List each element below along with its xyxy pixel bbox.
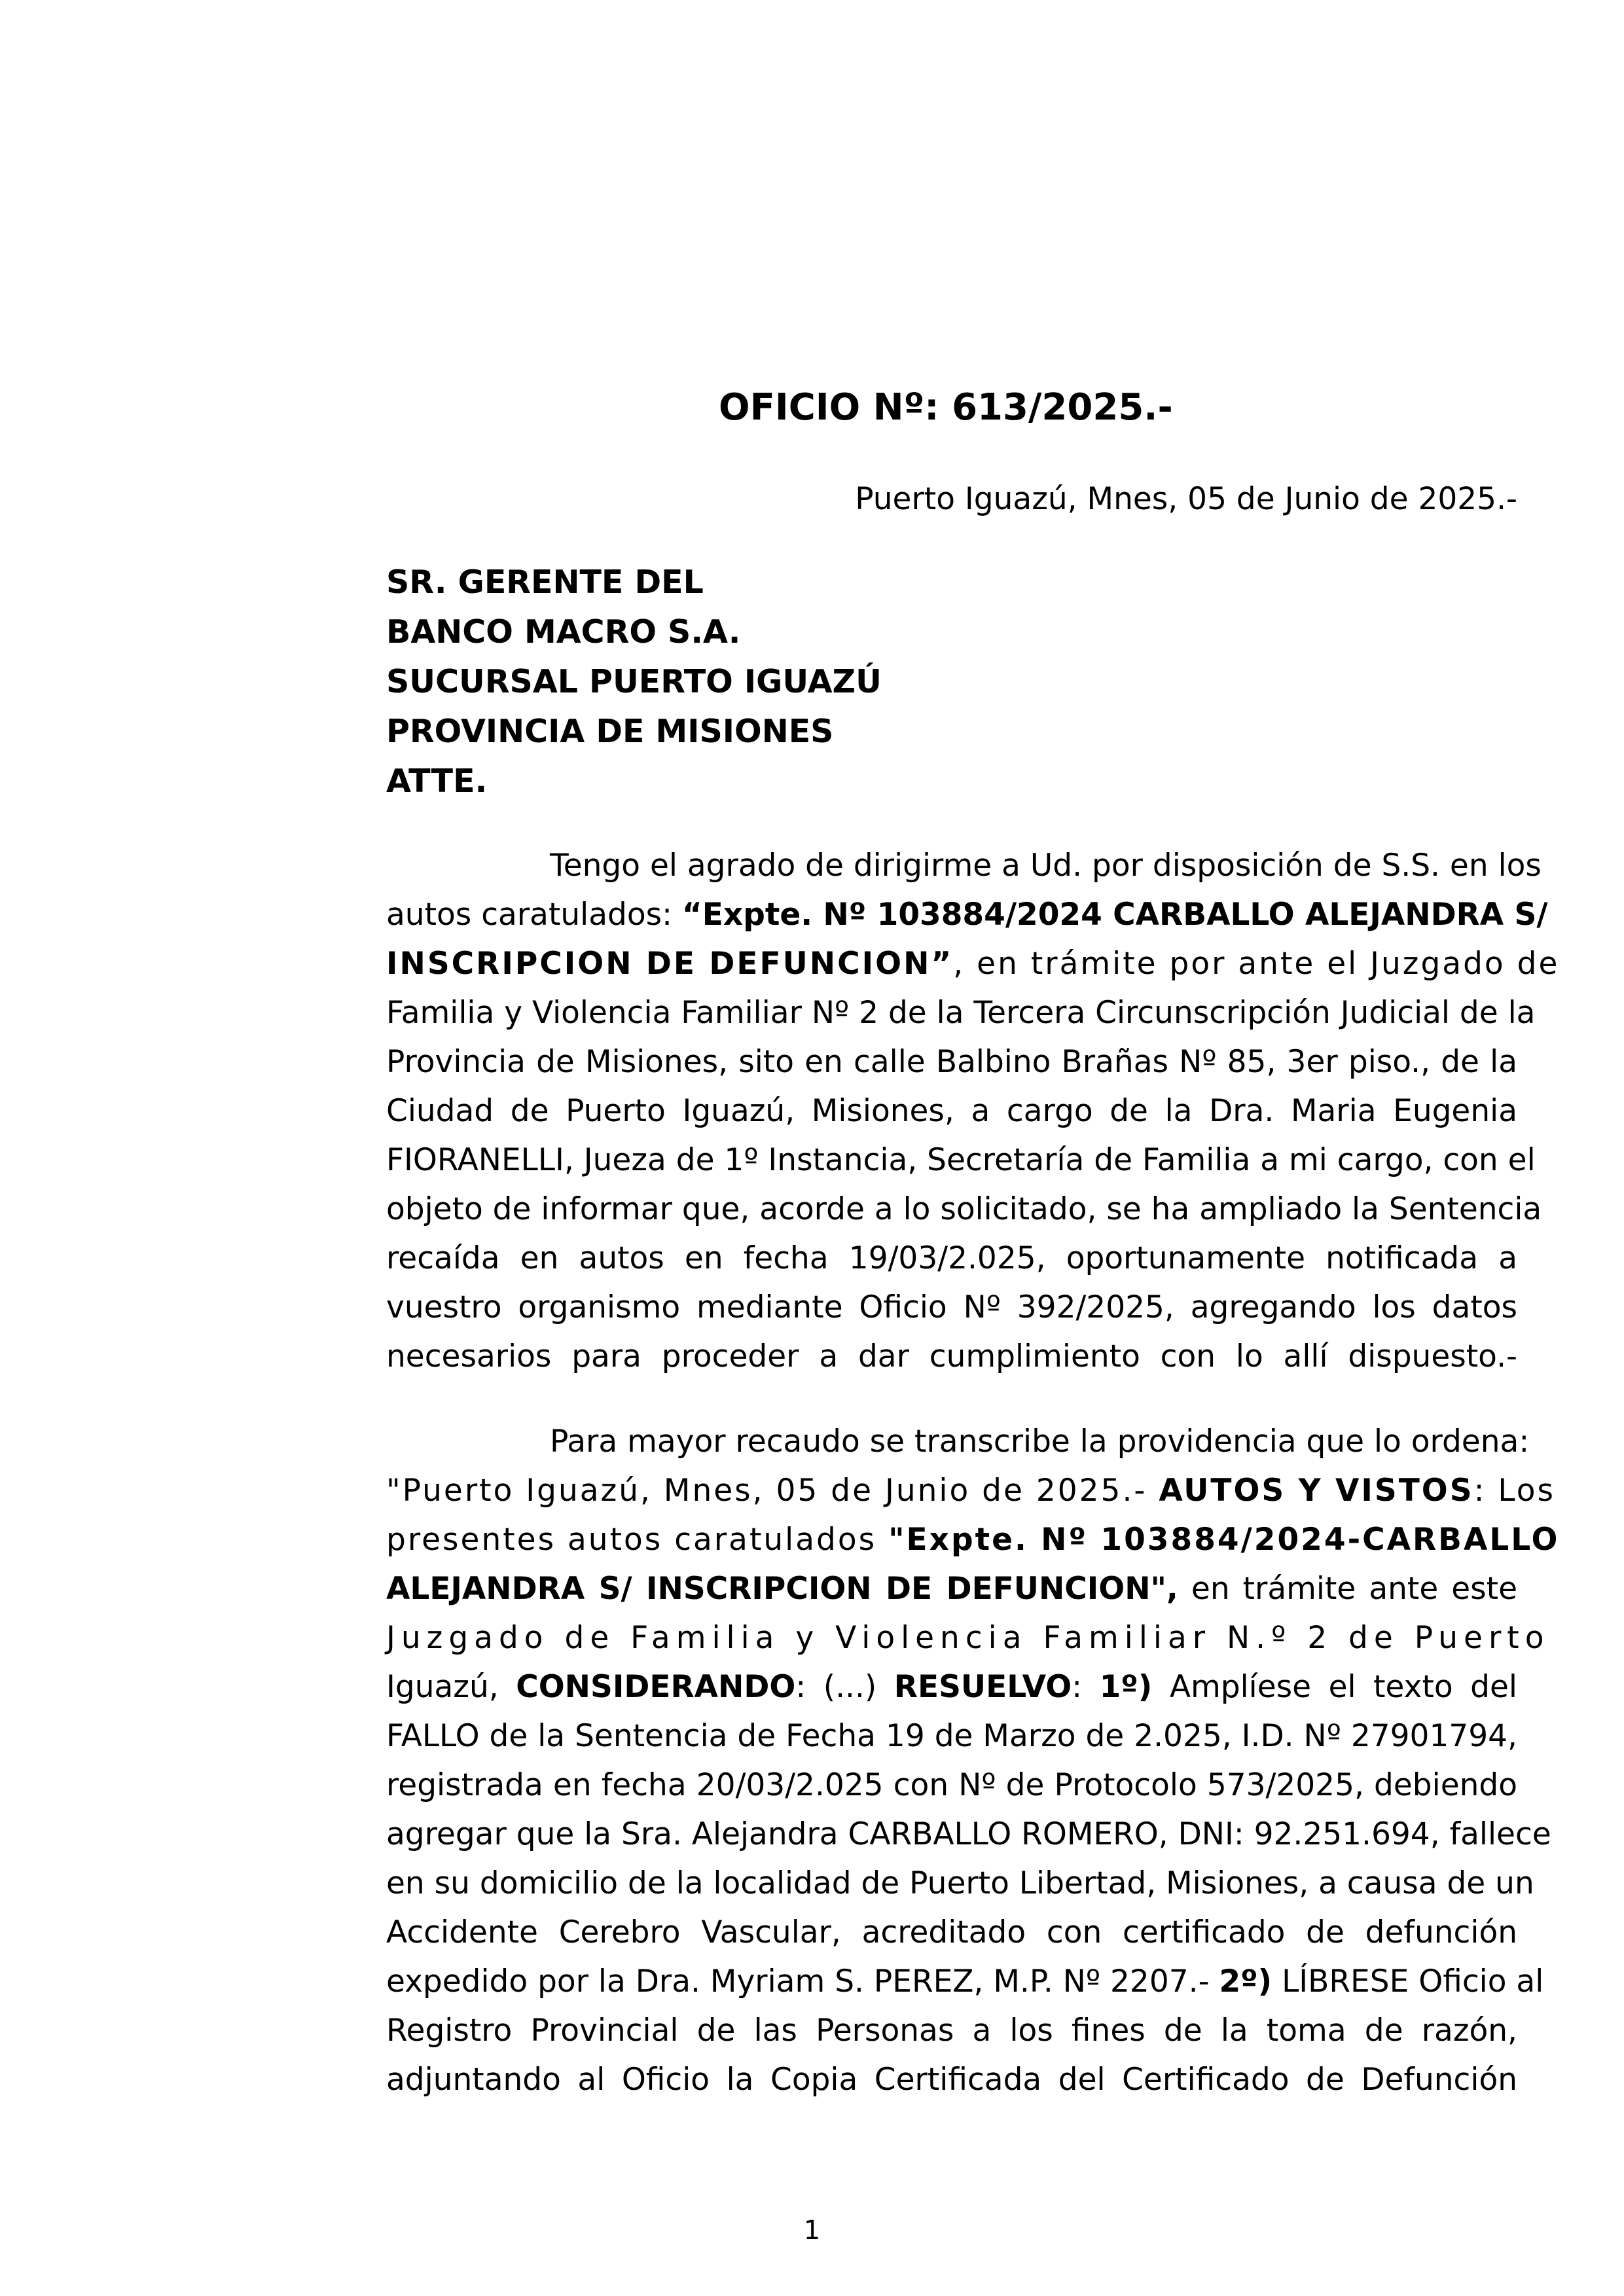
recipient-line: ATTE. <box>386 762 488 800</box>
text-run: Iguazú, <box>386 1669 516 1705</box>
case-reference: “Expte. Nº 103884/2024 CARBALLO ALEJANDRA S/ <box>681 897 1548 933</box>
text-line: Ciudad de Puerto Iguazú, Misiones, a cargo de la Dra. Maria Eugenia <box>386 1093 1517 1129</box>
text-line <box>386 1957 1544 2006</box>
text-run: : Los <box>1473 1473 1555 1509</box>
text-line: Registro Provincial de las Personas a los fines de la toma de razón, <box>386 2013 1517 2049</box>
text-run: en trámite ante este <box>1178 1571 1518 1607</box>
text-line <box>386 890 1548 939</box>
text-line <box>386 1662 1517 1712</box>
text-run: expedido por la Dra. Myriam S. PEREZ, M.P. Nº 2207.- <box>386 1964 1219 2000</box>
text-run: "Puerto Iguazú, Mnes, 05 de Junio de 2025.- <box>386 1473 1159 1509</box>
text-run: , en trámite por ante el Juzgado de <box>953 946 1560 982</box>
recipient-line: PROVINCIA DE MISIONES <box>386 713 834 750</box>
text-run: Amplíese el texto del <box>1152 1669 1517 1705</box>
paragraph-2 <box>386 1417 1560 2104</box>
text-line <box>386 1564 1517 1613</box>
text-line: objeto de informar que, acorde a lo solicitado, se ha ampliado la Sentencia <box>386 1191 1542 1227</box>
text-line: FIORANELLI, Jueza de 1º Instancia, Secretaría de Familia a mi cargo, con el <box>386 1142 1536 1178</box>
text-line: Juzgado de Familia y Violencia Familiar N.º 2 de Puerto <box>386 1620 1550 1656</box>
text-line: recaída en autos en fecha 19/03/2.025, oportunamente notificada a <box>386 1240 1517 1276</box>
case-reference: INSCRIPCION DE DEFUNCION” <box>386 946 954 982</box>
text-run: presentes autos caratulados <box>386 1522 889 1558</box>
bold-run: AUTOS Y VISTOS <box>1159 1473 1474 1509</box>
case-reference: "Expte. Nº 103884/2024-CARBALLO <box>888 1522 1560 1558</box>
recipient-line: SR. GERENTE DEL <box>386 564 704 601</box>
recipient-block <box>386 558 882 806</box>
text-line: Familia y Violencia Familiar Nº 2 de la Tercera Circunscripción Judicial de la <box>386 995 1536 1031</box>
bold-run: 1º) <box>1099 1669 1153 1705</box>
date-line: Puerto Iguazú, Mnes, 05 de Junio de 2025.- <box>855 481 1517 517</box>
bold-run: RESUELVO <box>893 1669 1072 1705</box>
text-run: : <box>1072 1669 1100 1705</box>
case-reference: ALEJANDRA S/ INSCRIPCION DE DEFUNCION", <box>386 1571 1178 1607</box>
recipient-line: SUCURSAL PUERTO IGUAZÚ <box>386 663 882 700</box>
text-line: vuestro organismo mediante Oficio Nº 392/2025, agregando los datos <box>386 1289 1517 1325</box>
text-run: LÍBRESE Oficio al <box>1272 1964 1544 2000</box>
bold-run: 2º) <box>1219 1964 1272 2000</box>
text-line: FALLO de la Sentencia de Fecha 19 de Marzo de 2.025, I.D. Nº 27901794, <box>386 1718 1517 1754</box>
text-line <box>386 1515 1560 1564</box>
text-line: agregar que la Sra. Alejandra CARBALLO ROMERO, DNI: 92.251.694, fallece <box>386 1816 1551 1852</box>
text-run: : (...) <box>795 1669 894 1705</box>
page-number: 1 <box>803 2215 821 2246</box>
text-line: registrada en fecha 20/03/2.025 con Nº de Protocolo 573/2025, debiendo <box>386 1767 1517 1803</box>
text-line: Tengo el agrado de dirigirme a Ud. por disposición de S.S. en los <box>550 848 1542 884</box>
text-line <box>386 1466 1555 1515</box>
text-line: en su domicilio de la localidad de Puerto Libertad, Misiones, a causa de un <box>386 1865 1534 1901</box>
text-line: Provincia de Misiones, sito en calle Balbino Brañas Nº 85, 3er piso., de la <box>386 1044 1517 1080</box>
text-line: Para mayor recaudo se transcribe la providencia que lo ordena: <box>550 1424 1530 1460</box>
text-run: autos caratulados: <box>386 897 682 933</box>
document-title: OFICIO Nº: 613/2025.- <box>719 386 1173 429</box>
text-line: necesarios para proceder a dar cumplimiento con lo allí dispuesto.- <box>386 1338 1517 1374</box>
paragraph-1 <box>386 841 1560 1381</box>
text-line: adjuntando al Oficio la Copia Certificada del Certificado de Defunción <box>386 2062 1517 2098</box>
text-line: Accidente Cerebro Vascular, acreditado con certificado de defunción <box>386 1914 1517 1950</box>
recipient-line: BANCO MACRO S.A. <box>386 613 741 651</box>
text-line <box>386 939 1560 988</box>
bold-run: CONSIDERANDO <box>516 1669 796 1705</box>
